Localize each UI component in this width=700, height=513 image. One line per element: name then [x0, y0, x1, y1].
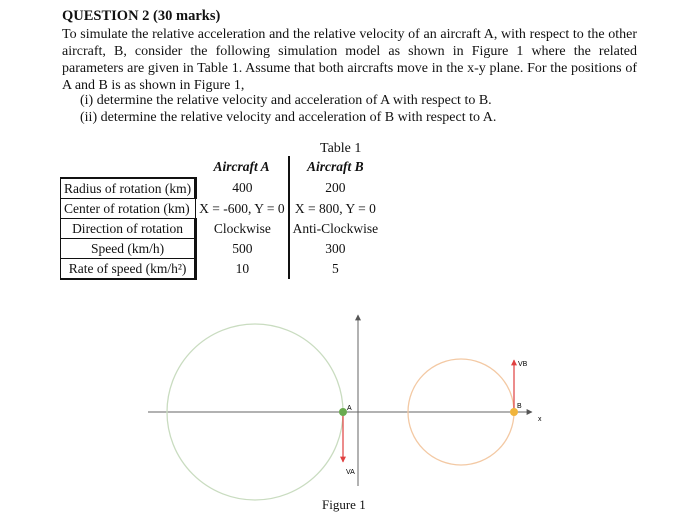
- question-item-i: (i) determine the relative velocity and acceleration of A with respect to B.: [80, 93, 492, 108]
- cell-b-direction: Anti-Clockwise: [289, 219, 382, 239]
- cell-a-speed: 500: [232, 240, 253, 256]
- row-label-speed: Speed (km/h): [61, 239, 196, 259]
- label-va: VA: [346, 469, 355, 476]
- aircraft-a-header: Aircraft A: [213, 159, 270, 174]
- row-label-rate: Rate of speed (km/h²): [61, 259, 196, 280]
- label-x: x: [538, 416, 542, 423]
- cell-a-rate: 10: [235, 260, 250, 276]
- aircraft-a-point: [339, 408, 347, 416]
- aircraft-b-header: Aircraft B: [289, 156, 382, 178]
- cell-b-center: X = 800, Y = 0: [289, 199, 382, 219]
- question-heading: QUESTION 2 (30 marks): [62, 8, 221, 24]
- question-intro: To simulate the relative acceleration and the relative velocity of an aircraft A, with respect to the other aircraft, B, consider the following simulation model as shown in Figure 1 where the related parameters are given in Table 1. Assume that both aircrafts move in the x-y plane. For the positions of A and B is as shown in Figure 1,: [62, 27, 637, 93]
- table-caption: Table 1: [320, 141, 362, 156]
- label-b: B: [517, 403, 522, 410]
- label-a: A: [347, 405, 352, 412]
- cell-a-radius: 400: [232, 180, 253, 196]
- cell-b-speed: 300: [289, 239, 382, 259]
- cell-b-radius: 200: [289, 178, 382, 199]
- row-label-radius: Radius of rotation (km): [61, 178, 196, 199]
- row-label-center: Center of rotation (km): [61, 199, 196, 219]
- question-item-ii: (ii) determine the relative velocity and acceleration of B with respect to A.: [80, 110, 497, 125]
- cell-b-rate: 5: [289, 259, 382, 280]
- row-label-direction: Direction of rotation: [61, 219, 196, 239]
- figure-caption: Figure 1: [322, 497, 366, 512]
- label-vb: VB: [518, 361, 528, 368]
- cell-a-direction: Clockwise: [213, 220, 271, 236]
- cell-a-center: X = -600, Y = 0: [199, 200, 285, 216]
